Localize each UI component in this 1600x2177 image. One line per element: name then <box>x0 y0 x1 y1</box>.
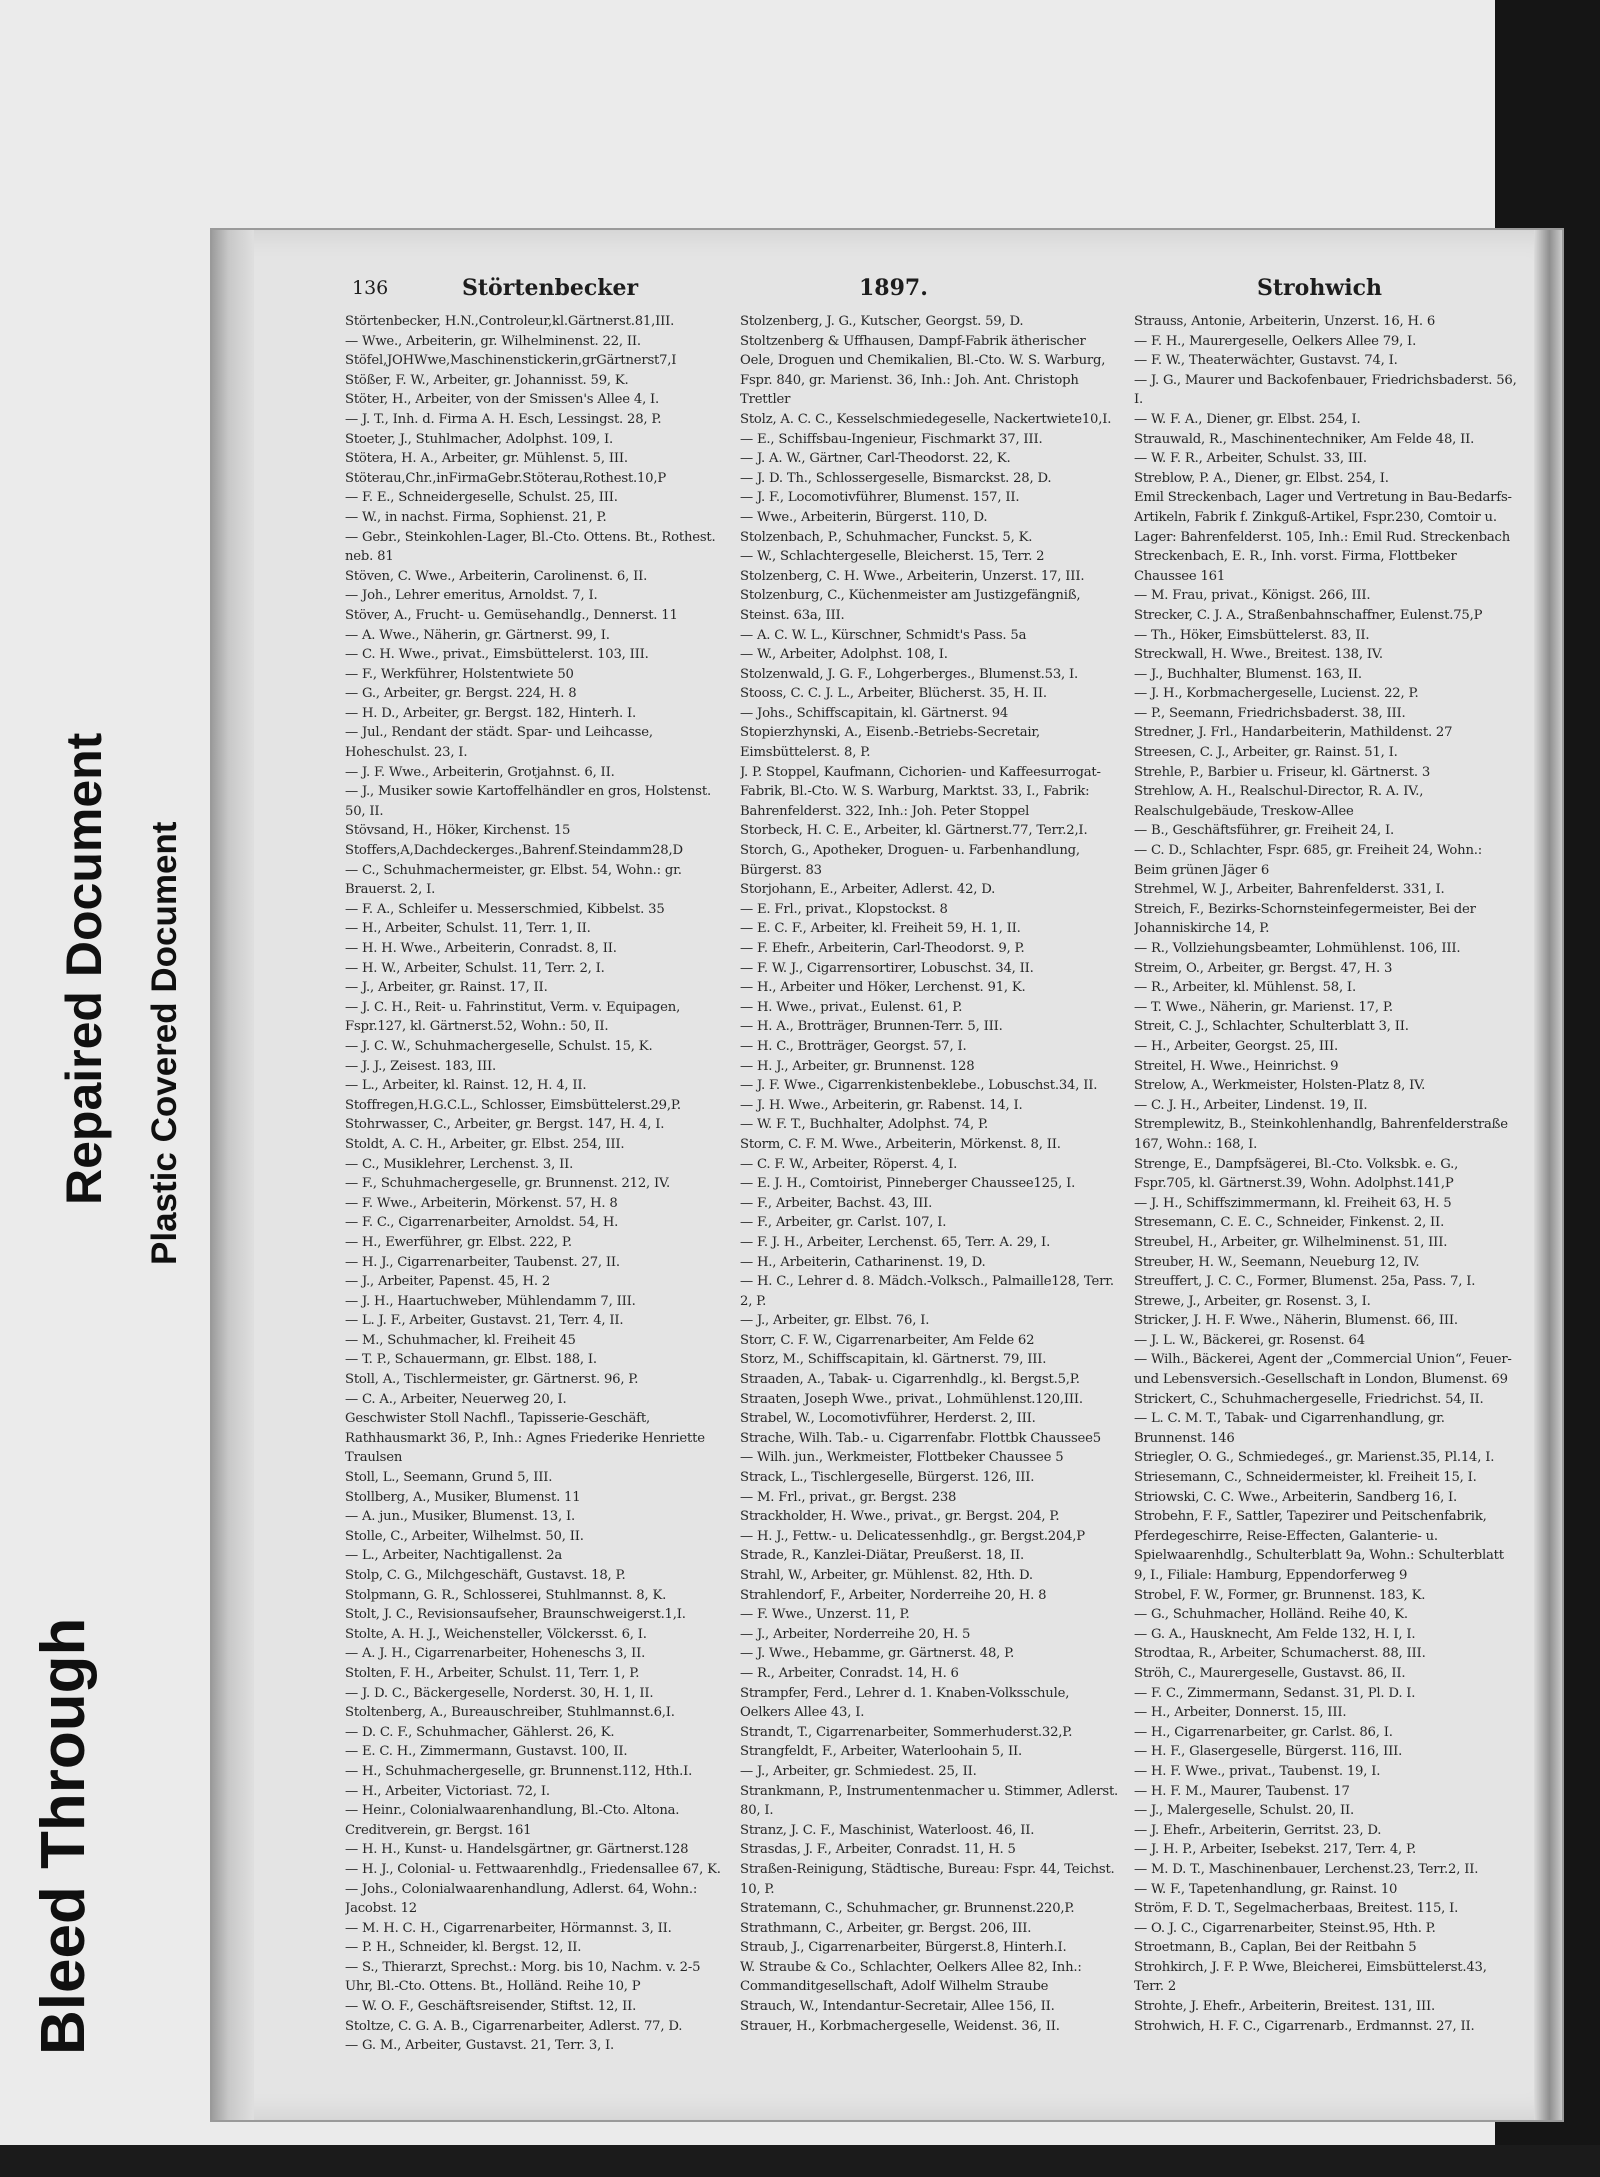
directory-entry: Strandt, T., Cigarrenarbeiter, Sommerhuderst.32,P. <box>740 1724 1073 1740</box>
directory-entry: Straub, J., Cigarrenarbeiter, Bürgerst.8, Hinterh.I. <box>740 1940 1067 1956</box>
directory-entry: Striesemann, C., Schneidermeister, kl. Freiheit 15, I. <box>1134 1470 1477 1486</box>
page-number: 136 <box>352 277 389 299</box>
directory-entry: Streesen, C. J., Arbeiter, gr. Rainst. 51, I. <box>1134 745 1398 761</box>
directory-entry: Stolt, J. C., Revisionsaufseher, Braunschweigerst.1,I. <box>345 1607 686 1623</box>
directory-entry: Streuffert, J. C. C., Former, Blumenst. 25a, Pass. 7, I. <box>1134 1274 1476 1290</box>
directory-entry: J. P. Stoppel, Kaufmann, Cichorien- und Kaffeesurrogat-Fabrik, Bl.-Cto. W. S. Warburg, Marktst. 33, I., Fabrik: Bahrenfelderst. 322, Inh.: Joh. Peter Stoppel <box>740 764 1101 819</box>
directory-entry: Streitel, H. Wwe., Heinrichst. 9 <box>1134 1058 1339 1074</box>
directory-entry: Strehmel, W. J., Arbeiter, Bahrenfelderst. 331, I. <box>1134 882 1445 898</box>
directory-entry: Geschwister Stoll Nachfl., Tapisserie-Geschäft, Rathhausmarkt 36, P., Inh.: Agnes Friederike Henriette Traulsen <box>345 1411 705 1466</box>
scanner-bottom-band <box>0 2145 1600 2177</box>
directory-entry: Emil Streckenbach, Lager und Vertretung in Bau-Bedarfs-Artikeln, Fabrik f. Zinkguß-Artikel, Fspr.230, Comtoir u. Lager: Bahrenfelderst. 105, Inh.: Emil Rud. Streckenbach <box>1134 490 1512 545</box>
directory-entry: Stollberg, A., Musiker, Blumenst. 11 — A. jun., Musiker, Blumenst. 13, I. <box>345 1489 581 1525</box>
directory-entry: Straßen-Reinigung, Städtische, Bureau: Fspr. 44, Teichst. 10, P. <box>740 1861 1115 1897</box>
directory-entry: Stolzenberg, J. G., Kutscher, Georgst. 59, D. <box>740 314 1024 329</box>
label-repaired-document: Repaired Document <box>56 732 112 1205</box>
directory-entry: Stöver, A., Frucht- u. Gemüsehandlg., Dennerst. 11 — A. Wwe., Näherin, gr. Gärtnerst. 99, I. — C. H. Wwe., privat., Eimsbüttelerst. 103, III. — F., Werkführer, Holstentwiete 50 — G., Arbeiter, gr. Bergst. 224, H. 8 — H. D., Arbeiter, gr. Bergst. 182, Hinterh. I. — Jul., Rendant der städt. Spar- und Leihcasse, Hoheschulst. 23, I. — J. F. Wwe., Arbeiterin, Grotjahnst. 6, II. — J., Musiker sowie Kartoffelhändler en gros, Holstenst. 50, II. <box>345 607 711 819</box>
label-bleed-through: Bleed Through <box>29 1617 98 2055</box>
directory-entry: Stoffers,A,Dachdeckerges.,Bahrenf.Steindamm28,D — C., Schuhmachermeister, gr. Elbst. 54, Wohn.: gr. Brauerst. 2, I. — F. A., Schleifer u. Messerschmied, Kibbelst. 35 — H., Arbeiter, Schulst. 11, Terr. 1, II. — H. H. Wwe., Arbeiterin, Conradst. 8, II. — H. W., Arbeiter, Schulst. 11, Terr. 2, I. — J., Arbeiter, gr. Rainst. 17, II. — J. C. H., Reit- u. Fahrinstitut, Verm. v. Equipagen, Fspr.127, kl. Gärtnerst.52, Wohn.: 50, II. — J. C. W., Schuhmachergeselle, Schulst. 15, K. — J. J., Zeisest. 183, III. — L., Arbeiter, kl. Rainst. 12, H. 4, II. <box>345 843 683 1094</box>
directory-entry: Stroetmann, B., Caplan, Bei der Reitbahn 5 <box>1134 1940 1417 1956</box>
directory-entry: Strankmann, P., Instrumentenmacher u. Stimmer, Adlerst. 80, I. <box>740 1783 1119 1819</box>
directory-entry: Strade, R., Kanzlei-Diätar, Preußerst. 18, II. <box>740 1548 1024 1564</box>
directory-entry: Störtenbecker, H.N.,Controleur,kl.Gärtnerst.81,III. — Wwe., Arbeiterin, gr. Wilhelminenst. 22, II. <box>345 314 675 349</box>
directory-entry: Strewe, J., Arbeiter, gr. Rosenst. 3, I. <box>1134 1293 1371 1309</box>
directory-entry: Strohwich, H. F. C., Cigarrenarb., Erdmannst. 27, II. <box>1134 2018 1475 2034</box>
directory-entry: Stolte, A. H. J., Weichensteller, Völckersst. 6, I. — A. J. H., Cigarrenarbeiter, Hoheneschs 3, II. <box>345 1626 647 1662</box>
directory-entry: Strehle, P., Barbier u. Friseur, kl. Gärtnerst. 3 <box>1134 764 1431 780</box>
directory-entry: Stöfel,JOHWwe,Maschinenstickerin,grGärtnerst7,I <box>345 353 677 369</box>
directory-entry: Stredner, J. Frl., Handarbeiterin, Mathildenst. 27 <box>1134 725 1453 741</box>
label-plastic-covered: Plastic Covered Document <box>145 821 184 1265</box>
directory-entry: Stolz, A. C. C., Kesselschmiedegeselle, Nackertwiete10,I. — E., Schiffsbau-Ingenieur, Fischmarkt 37, III. — J. A. W., Gärtner, Carl-Theodorst. 22, K. — J. D. Th., Schlossergeselle, Bismarckst. 28, D. — J. F., Locomotivführer, Blumenst. 157, II. — Wwe., Arbeiterin, Bürgerst. 110, D. <box>740 411 1112 525</box>
directory-entry: Strobehn, F. F., Sattler, Tapezirer und Peitschenfabrik, Pferdegeschirre, Reise-Effecten, Galanterie- u. Spielwaarenhdlg., Schulterblatt 9a, Wohn.: Schulterblatt 9, I., Filiale: Hamburg, Eppendorferweg 9 <box>1134 1509 1504 1583</box>
directory-entry: Storm, C. F. M. Wwe., Arbeiterin, Mörkenst. 8, II. — C. F. W., Arbeiter, Röperst. 4, I. — E. J. H., Comtoirist, Pinneberger Chaussee125, I. — F., Arbeiter, Bachst. 43, III. — F., Arbeiter, gr. Carlst. 107, I. — F. J. H., Arbeiter, Lerchenst. 65, Terr. A. 29, I. — H., Arbeiterin, Catharinenst. 19, D. — H. C., Lehrer d. 8. Mädch.-Volksch., Palmaille128, Terr. 2, P. — J., Arbeiter, gr. Elbst. 76, I. <box>740 1136 1114 1329</box>
directory-entry: Stöterau,Chr.,inFirmaGebr.Stöterau,Rothest.10,P — F. E., Schneidergeselle, Schulst. 25, III. — W., in nachst. Firma, Sophienst. 21, P. — Gebr., Steinkohlen-Lager, Bl.-Cto. Ottens. Bt., Rothest. neb. 81 <box>345 470 716 565</box>
page-right-edge <box>1534 230 1562 2120</box>
directory-entry: Stolten, F. H., Arbeiter, Schulst. 11, Terr. 1, P. — J. D. C., Bäckergeselle, Norderst. 30, H. 1, II. <box>345 1665 654 1701</box>
directory-entry: Streblow, P. A., Diener, gr. Elbst. 254, I. <box>1134 470 1389 486</box>
page-gutter <box>212 230 254 2120</box>
directory-entry: Strohte, J. Ehefr., Arbeiterin, Breitest. 131, III. <box>1134 1999 1435 2015</box>
directory-column-left <box>345 312 728 2092</box>
header-left-keyword: Störtenbecker <box>462 275 639 301</box>
document-page <box>210 228 1564 2122</box>
directory-entry: Storbeck, H. C. E., Arbeiter, kl. Gärtnerst.77, Terr.2,I. <box>740 823 1088 839</box>
directory-column-right <box>1134 312 1518 2092</box>
directory-entry: Stötera, H. A., Arbeiter, gr. Mühlenst. 5, III. <box>345 451 628 467</box>
directory-entry: Striowski, C. C. Wwe., Arbeiterin, Sandberg 16, I. <box>1134 1489 1458 1505</box>
directory-entry: W. Straube & Co., Schlachter, Oelkers Allee 82, Inh.: Commanditgesellschaft, Adolf Wilhelm Straube <box>740 1959 1082 1995</box>
directory-entry: Ströh, C., Maurergeselle, Gustavst. 86, II. — F. C., Zimmermann, Sedanst. 31, Pl. D. I. — H., Arbeiter, Donnerst. 15, III. — H., Cigarrenarbeiter, gr. Carlst. 86, I. — H. F., Glasergeselle, Bürgerst. 116, III. — H. F. Wwe., privat., Taubenst. 19, I. — H. F. M., Maurer, Taubenst. 17 — J., Malergeselle, Schulst. 20, II. — J. Ehefr., Arbeiterin, Gerritst. 23, D. — J. H. P., Arbeiter, Isebekst. 217, Terr. 4, P. — M. D. T., Maschinenbauer, Lerchenst.23, Terr.2, II. — W. F., Tapetenhandlung, gr. Rainst. 10 <box>1134 1665 1479 1897</box>
directory-entry: Stolzenwald, J. G. F., Lohgerberges., Blumenst.53, I. <box>740 666 1079 682</box>
directory-entry: Streckwall, H. Wwe., Breitest. 138, IV. — J., Buchhalter, Blumenst. 163, II. — J. H., Korbmachergeselle, Lucienst. 22, P. — P., Seemann, Friedrichsbaderst. 38, III. <box>1134 647 1419 721</box>
directory-entry: Stövsand, H., Höker, Kirchenst. 15 <box>345 823 571 839</box>
directory-entry: Strack, L., Tischlergeselle, Bürgerst. 126, III. — M. Frl., privat., gr. Bergst. 238 <box>740 1470 1035 1505</box>
directory-entry: Stöven, C. Wwe., Arbeiterin, Carolinenst. 6, II. — Joh., Lehrer emeritus, Arnoldst. 7, I. <box>345 568 648 604</box>
directory-entry: Strahlendorf, F., Arbeiter, Norderreihe 20, H. 8 — F. Wwe., Unzerst. 11, P. — J., Arbeiter, Norderreihe 20, H. 5 — J. Wwe., Hebamme, gr. Gärtnerst. 48, P. — R., Arbeiter, Conradst. 14, H. 6 <box>740 1587 1047 1681</box>
directory-entry: Striegler, O. G., Schmiedegeś., gr. Marienst.35, Pl.14, I. <box>1134 1450 1495 1466</box>
directory-entry: Strauer, H., Korbmachergeselle, Weidenst. 36, II. <box>740 2018 1060 2034</box>
directory-entry: Stoffregen,H.G.C.L., Schlosser, Eimsbüttelerst.29,P. <box>345 1097 681 1113</box>
directory-entry: Strehlow, A. H., Realschul-Director, R. A. IV., Realschulgebäude, Treskow-Allee — B., Geschäftsführer, gr. Freiheit 24, I. — C. D., Schlachter, Fspr. 685, gr. Freiheit 24, Wohn.: Beim grünen Jäger 6 <box>1134 784 1482 878</box>
directory-entry: Straaten, Joseph Wwe., privat., Lohmühlenst.120,III. <box>740 1391 1083 1407</box>
directory-entry: Strenge, E., Dampfsägerei, Bl.-Cto. Volksbk. e. G., Fspr.705, kl. Gärtnerst.39, Wohn. Adolphst.141,P — J. H., Schiffszimmermann, kl. Freiheit 63, H. 5 <box>1134 1156 1459 1211</box>
directory-entry: Streich, F., Bezirks-Schornsteinfegermeister, Bei der Johanniskirche 14, P. — R., Vollziehungsbeamter, Lohmühlenst. 106, III. <box>1134 901 1476 956</box>
directory-entry: Stoltze, C. G. A. B., Cigarrenarbeiter, Adlerst. 77, D. — G. M., Arbeiter, Gustavst. 21, Terr. 3, I. <box>345 2018 683 2054</box>
directory-entry: Stöter, H., Arbeiter, von der Smissen's Allee 4, I. — J. T., Inh. d. Firma A. H. Esch, Lessingst. 28, P. <box>345 392 662 427</box>
directory-entry: Stoldt, A. C. H., Arbeiter, gr. Elbst. 254, III. — C., Musiklehrer, Lerchenst. 3, II. — F., Schuhmachergeselle, gr. Brunnenst. 212, IV. — F. Wwe., Arbeiterin, Mörkenst. 57, H. 8 — F. C., Cigarrenarbeiter, Arnoldst. 54, H. — H., Ewerführer, gr. Elbst. 222, P. — H. J., Cigarrenarbeiter, Taubenst. 27, II. — J., Arbeiter, Papenst. 45, H. 2 — J. H., Haartuchweber, Mühlendamm 7, III. — L. J. F., Arbeiter, Gustavst. 21, Terr. 4, II. — M., Schuhmacher, kl. Freiheit 45 — T. P., Schauermann, gr. Elbst. 188, I. <box>345 1136 671 1368</box>
directory-entry: Stolp, C. G., Milchgeschäft, Gustavst. 18, P. <box>345 1568 626 1583</box>
directory-entry: Stricker, J. H. F. Wwe., Näherin, Blumenst. 66, III. — J. L. W., Bäckerei, gr. Rosenst. 64 — Wilh., Bäckerei, Agent der „Commercial Union“, Feuer- und Lebensversich.-Gesellschaft in London, Blumenst. 69 <box>1134 1313 1512 1388</box>
directory-entry: Strache, Wilh. Tab.- u. Cigarrenfabr. Flottbk Chaussee5 — Wilh. jun., Werkmeister, Flottbeker Chaussee 5 <box>740 1430 1101 1466</box>
directory-entry: Storr, C. F. W., Cigarrenarbeiter, Am Felde 62 <box>740 1332 1035 1348</box>
directory-entry: Stolle, C., Arbeiter, Wilhelmst. 50, II. — L., Arbeiter, Nachtigallenst. 2a <box>345 1528 584 1564</box>
directory-entry: Storz, M., Schiffscapitain, kl. Gärtnerst. 79, III. <box>740 1352 1047 1368</box>
directory-entry: Strelow, A., Werkmeister, Holsten-Platz 8, IV. — C. J. H., Arbeiter, Lindenst. 19, II. <box>1134 1078 1426 1113</box>
directory-entry: Strackholder, H. Wwe., privat., gr. Bergst. 204, P. — H. J., Fettw.- u. Delicatessenhdlg., gr. Bergst.204,P <box>740 1509 1085 1544</box>
directory-entry: Strauss, Antonie, Arbeiterin, Unzerst. 16, H. 6 — F. H., Maurergeselle, Oelkers Allee 79, I. — F. W., Theaterwächter, Gustavst. 74, I. — J. G., Maurer und Backofenbauer, Friedrichsbaderst. 56, I. — W. F. A., Diener, gr. Elbst. 254, I. <box>1134 314 1517 427</box>
directory-entry: Storch, G., Apotheker, Droguen- u. Farbenhandlung, Bürgerst. 83 <box>740 843 1080 878</box>
directory-entry: Strangfeldt, F., Arbeiter, Waterloohain 5, II. — J., Arbeiter, gr. Schmiedest. 25, II. <box>740 1744 1022 1779</box>
directory-entry: Stolpmann, G. R., Schlosserei, Stuhlmannst. 8, K. <box>345 1587 667 1603</box>
directory-entry: Stolzenberg, C. H. Wwe., Arbeiterin, Unzerst. 17, III. <box>740 568 1085 584</box>
directory-entry: Stolzenburg, C., Küchenmeister am Justizgefängniß, Steinst. 63a, III. — A. C. W. L., Kürschner, Schmidt's Pass. 5a — W., Arbeiter, Adolphst. 108, I. <box>740 588 1081 663</box>
directory-entry: Strauch, W., Intendantur-Secretair, Allee 156, II. <box>740 1999 1055 2015</box>
directory-entry: Strodtaa, R., Arbeiter, Schumacherst. 88, III. <box>1134 1646 1426 1662</box>
directory-entry: Storjohann, E., Arbeiter, Adlerst. 42, D. — E. Frl., privat., Klopstockst. 8 — E. C. F., Arbeiter, kl. Freiheit 59, H. 1, II. — F. Ehefr., Arbeiterin, Carl-Theodorst. 9, P. — F. W. J., Cigarrensortirer, Lobuschst. 34, II. — H., Arbeiter und Höker, Lerchenst. 91, K. — H. Wwe., privat., Eulenst. 61, P. — H. A., Brotträger, Brunnen-Terr. 5, III. — H. C., Brotträger, Georgst. 57, I. — H. J., Arbeiter, gr. Brunnenst. 128 — J. F. Wwe., Cigarrenkistenbeklebe., Lobuschst.34, II. — J. H. Wwe., Arbeiterin, gr. Rabenst. 14, I. — W. F. T., Buchhalter, Adolphst. 74, P. <box>740 882 1098 1133</box>
directory-entry: Stolzenbach, P., Schuhmacher, Funckst. 5, K. — W., Schlachtergeselle, Bleicherst. 15, Terr. 2 <box>740 529 1045 565</box>
directory-entry: Stopierzhynski, A., Eisenb.-Betriebs-Secretair, Eimsbüttelerst. 8, P. <box>740 725 1041 761</box>
page-header <box>212 275 1562 305</box>
directory-entry: Streuber, H. W., Seemann, Neueburg 12, IV. <box>1134 1254 1420 1270</box>
directory-entry: Strobel, F. W., Former, gr. Brunnenst. 183, K. — G., Schuhmacher, Holländ. Reihe 40, K. — G. A., Hausknecht, Am Felde 132, H. I, I. <box>1134 1587 1426 1642</box>
directory-entry: Strohkirch, J. F. P. Wwe, Bleicherei, Eimsbüttelerst.43, Terr. 2 <box>1134 1959 1487 1995</box>
directory-entry: Stoeter, J., Stuhlmacher, Adolphst. 109, I. <box>345 431 613 447</box>
directory-entry: Stooss, C. C. J. L., Arbeiter, Blücherst. 35, H. II. — Johs., Schiffscapitain, kl. Gärtnerst. 94 <box>740 686 1047 721</box>
directory-column-middle <box>740 312 1122 2092</box>
directory-entry: Strasdas, J. F., Arbeiter, Conradst. 11, H. 5 <box>740 1842 1016 1858</box>
directory-entry: Stoll, L., Seemann, Grund 5, III. <box>345 1470 553 1486</box>
directory-entry: Strathmann, C., Arbeiter, gr. Bergst. 206, III. <box>740 1920 1032 1936</box>
directory-entry: Stremplewitz, B., Steinkohlenhandlg, Bahrenfelderstraße 167, Wohn.: 168, I. <box>1134 1117 1508 1152</box>
directory-entry: Stranz, J. C. F., Maschinist, Waterloost. 46, II. <box>740 1822 1035 1838</box>
directory-entry: Stößer, F. W., Arbeiter, gr. Johannisst. 59, K. <box>345 372 629 388</box>
directory-entry: Streit, C. J., Schlachter, Schulterblatt 3, II. — H., Arbeiter, Georgst. 25, III. <box>1134 1019 1409 1054</box>
directory-entry: Stoltenberg, A., Bureauschreiber, Stuhlmannst.6,I. — D. C. F., Schuhmacher, Gählerst. 26, K. — E. C. H., Zimmermann, Gustavst. 100, II. — H., Schuhmachergeselle, gr. Brunnenst.112, Hth.I. — H., Arbeiter, Victoriast. 72, I. — Heinr., Colonialwaarenhandlung, Bl.-Cto. Altona. Creditverein, gr. Bergst. 161 — H. H., Kunst- u. Handelsgärtner, gr. Gärtnerst.128 — H. J., Colonial- u. Fettwaarenhdlg., Friedensallee 67, K. — Johs., Colonialwaarenhandlung, Adlerst. 64, Wohn.: Jacobst. 12 — M. H. C. H., Cigarrenarbeiter, Hörmannst. 3, II. — P. H., Schneider, kl. Bergst. 12, II. — S., Thierarzt, Sprechst.: Morg. bis 10, Nachm. v. 2-5 Uhr, Bl.-Cto. Ottens. Bt., Holländ. Reihe 10, P — W. O. F., Geschäftsreisender, Stiftst. 12, II. <box>345 1705 721 2015</box>
directory-entry: Streubel, H., Arbeiter, gr. Wilhelminenst. 51, III. <box>1134 1234 1448 1250</box>
directory-entry: Strampfer, Ferd., Lehrer d. 1. Knaben-Volksschule, Oelkers Allee 43, I. <box>740 1685 1070 1721</box>
directory-entry: Stoll, A., Tischlermeister, gr. Gärtnerst. 96, P. — C. A., Arbeiter, Neuerweg 20, I. <box>345 1372 639 1407</box>
directory-entry: Ström, F. D. T., Segelmacherbaas, Breitest. 115, I. — O. J. C., Cigarrenarbeiter, Steinst.95, Hth. P. <box>1134 1901 1459 1936</box>
directory-entry: Straaden, A., Tabak- u. Cigarrenhdlg., kl. Bergst.5,P. <box>740 1372 1080 1388</box>
directory-entry: Strauwald, R., Maschinentechniker, Am Felde 48, II. — W. F. R., Arbeiter, Schulst. 33, III. <box>1134 431 1475 467</box>
header-year: 1897. <box>859 275 928 301</box>
directory-entry: Streim, O., Arbeiter, gr. Bergst. 47, H. 3 — R., Arbeiter, kl. Mühlenst. 58, I. — T. Wwe., Näherin, gr. Marienst. 17, P. <box>1134 960 1393 1015</box>
directory-entry: Stoltzenberg & Uffhausen, Dampf-Fabrik ätherischer Oele, Droguen und Chemikalien, Bl.-Cto. W. S. Warburg, Fspr. 840, gr. Marienst. 36, Inh.: Joh. Ant. Christoph Trettler <box>740 333 1106 408</box>
directory-entry: Stratemann, C., Schuhmacher, gr. Brunnenst.220,P. <box>740 1901 1075 1917</box>
directory-entry: Strabel, W., Locomotivführer, Herderst. 2, III. <box>740 1411 1036 1427</box>
header-right-keyword: Strohwich <box>1257 275 1382 301</box>
directory-entry: Stresemann, C. E. C., Schneider, Finkenst. 2, II. <box>1134 1215 1445 1231</box>
directory-entry: Strecker, C. J. A., Straßenbahnschaffner, Eulenst.75,P — Th., Höker, Eimsbüttelerst. 83, II. <box>1134 607 1483 643</box>
directory-entry: Streckenbach, E. R., Inh. vorst. Firma, Flottbeker Chaussee 161 — M. Frau, privat., Königst. 266, III. <box>1134 549 1457 604</box>
directory-entry: Strahl, W., Arbeiter, gr. Mühlenst. 82, Hth. D. <box>740 1568 1033 1583</box>
directory-entry: Stohrwasser, C., Arbeiter, gr. Bergst. 147, H. 4, I. <box>345 1117 665 1133</box>
directory-entry: Strickert, C., Schuhmachergeselle, Friedrichst. 54, II. — L. C. M. T., Tabak- und Cigarrenhandlung, gr. Brunnenst. 146 <box>1134 1391 1484 1446</box>
